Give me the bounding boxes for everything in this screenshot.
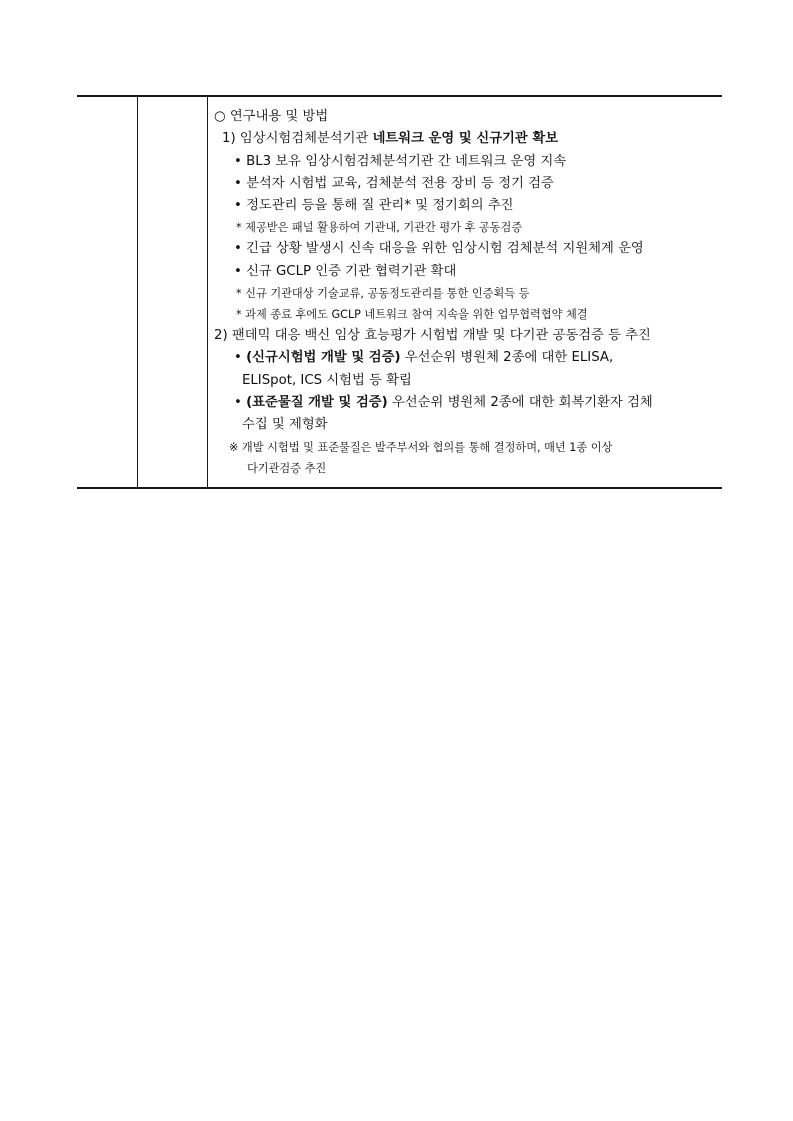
bullet-mark: • <box>234 394 247 410</box>
item1-note: * 과제 종료 후에도 GCLP 네트워크 참여 지속을 위한 업무협력협약 체결 <box>236 308 588 322</box>
content-cell <box>208 96 723 488</box>
document-table <box>77 95 722 489</box>
item1-prefix: 1) 임상시험검체분석기관 <box>222 131 373 147</box>
item1-bullet: • 정도관리 등을 통해 질 관리* 및 정기회의 추진 <box>234 198 514 214</box>
bullet-bold-label: (신규시험법 개발 및 검증) <box>246 350 401 366</box>
item1-bullet: • 신규 GCLP 인증 기관 협력기관 확대 <box>234 263 457 279</box>
item1-bullet: • 분석자 시험법 교육, 검체분석 전용 장비 등 정기 검증 <box>234 175 554 191</box>
item2-title: 2) 팬데믹 대응 백신 임상 효능평가 시험법 개발 및 다기관 공동검증 등 추진 <box>214 328 651 344</box>
item2-bullet-method-continuation: ELISpot, ICS 시험법 등 확립 <box>242 372 412 388</box>
empty-cell-subcategory <box>138 96 208 488</box>
item1-title <box>212 128 722 150</box>
remark-line: ※ 개발 시험법 및 표준물질은 발주부서와 협의를 통해 결정하며, 매년 1종 이상 <box>229 440 613 454</box>
item2-bullet-standard-continuation: 수집 및 제형화 <box>242 417 328 433</box>
bullet-mark: • <box>234 350 247 366</box>
bullet-text: 우선순위 병원체 2종에 대한 ELISA, <box>400 350 614 366</box>
table-row <box>77 96 722 488</box>
item2-bullet-method <box>212 347 722 369</box>
item1-bullet: • BL3 보유 임상시험검체분석기관 간 네트워크 운영 지속 <box>234 153 567 169</box>
item1-emphasis: 네트워크 운영 및 신규기관 확보 <box>372 131 559 147</box>
item1-bullet: • 긴급 상황 발생시 신속 대응을 위한 임상시험 검체분석 지원체계 운영 <box>234 241 644 257</box>
empty-cell-category <box>77 96 138 488</box>
section-heading: ○ 연구내용 및 방법 <box>214 109 329 124</box>
bullet-bold-label: (표준물질 개발 및 검증) <box>246 394 388 410</box>
item1-note: * 제공받은 패널 활용하여 기관내, 기관간 평가 후 공동검증 <box>236 221 523 235</box>
item2-bullet-standard <box>212 392 722 414</box>
item1-note: * 신규 기관대상 기술교류, 공동정도관리를 통한 인증획득 등 <box>236 287 530 301</box>
bullet-text: 우선순위 병원체 2종에 대한 회복기환자 검체 <box>387 394 653 410</box>
remark-line-continuation: 다기관검증 추진 <box>247 461 327 475</box>
